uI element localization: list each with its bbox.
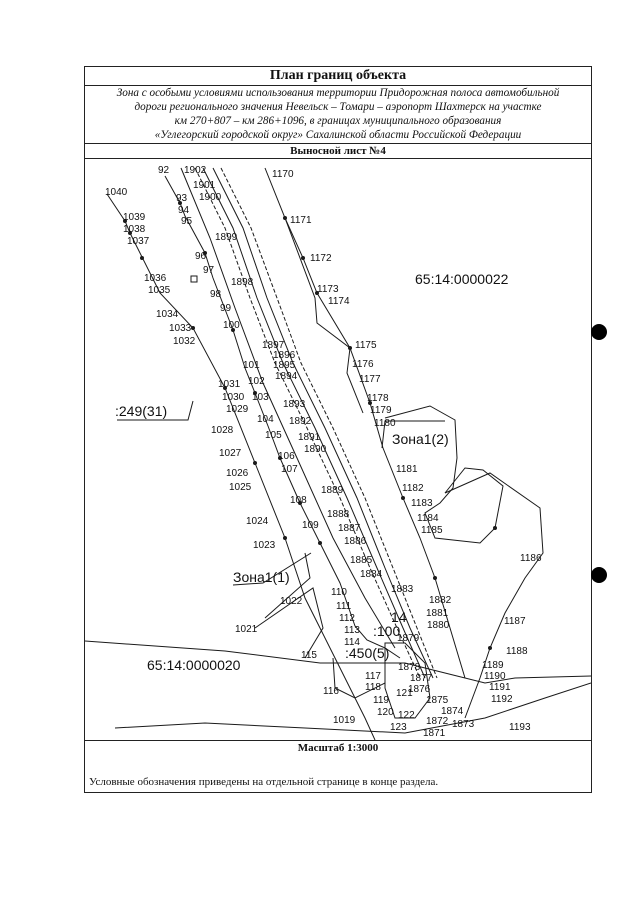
- zone-label: Зона1(1): [233, 569, 290, 585]
- point-label: 1185: [421, 525, 443, 536]
- point-label: 1032: [173, 336, 196, 347]
- point-label: 1891: [298, 432, 321, 443]
- point-label: 1019: [333, 715, 356, 726]
- point-label: 113: [344, 625, 360, 636]
- vertex-dot: [140, 256, 144, 260]
- point-label: 1028: [211, 425, 234, 436]
- point-label: 1183: [411, 498, 433, 509]
- point-label: 1872: [426, 716, 449, 727]
- point-label: 112: [339, 613, 355, 624]
- point-label: 1179: [370, 405, 392, 416]
- point-label: 1027: [219, 448, 242, 459]
- parcel-label: 65:14:0000020: [147, 657, 241, 673]
- plan-title: План границ объекта: [85, 67, 591, 86]
- point-label: 95: [181, 216, 193, 227]
- point-label: 1901: [193, 180, 216, 191]
- point-label: 1881: [426, 608, 449, 619]
- point-label: 109: [302, 520, 319, 531]
- vertex-dot: [283, 216, 287, 220]
- point-label: 1021: [235, 624, 258, 635]
- vertex-dot: [191, 326, 195, 330]
- point-label: 1897: [262, 340, 285, 351]
- point-label: 1884: [360, 569, 383, 580]
- point-label: 119: [373, 695, 389, 706]
- point-label: 1030: [222, 392, 245, 403]
- point-label: 1876: [408, 684, 431, 695]
- point-label: 1033: [169, 323, 192, 334]
- point-label: 1192: [491, 694, 513, 705]
- point-label: 1176: [352, 359, 374, 370]
- point-label: 1180: [374, 418, 396, 429]
- vertex-dot: [401, 496, 405, 500]
- point-label: 96: [195, 251, 207, 262]
- point-label: 93: [176, 193, 188, 204]
- point-label: 1878: [398, 662, 421, 673]
- point-label: 110: [331, 587, 347, 598]
- point-label: 1190: [484, 671, 506, 682]
- vertex-dot: [318, 541, 322, 545]
- road-west-edge: [165, 176, 400, 658]
- point-label: 1193: [509, 722, 531, 733]
- scale-label: Масштаб 1:3000: [85, 740, 591, 755]
- point-label: 1170: [272, 169, 294, 180]
- point-label: 1184: [417, 513, 439, 524]
- point-label: 1029: [226, 404, 249, 415]
- point-label: 104: [257, 414, 274, 425]
- point-label: 1873: [452, 719, 475, 730]
- point-label: 120: [377, 707, 394, 718]
- point-label: 1023: [253, 540, 276, 551]
- sheet-label: Выносной лист №4: [85, 143, 591, 159]
- point-label: 1875: [426, 695, 449, 706]
- point-label: 1899: [215, 232, 238, 243]
- vertex-dot: [493, 526, 497, 530]
- object-description: [89, 86, 587, 142]
- zone-label: Зона1(2): [392, 431, 449, 447]
- point-label: 1175: [355, 340, 377, 351]
- point-label: 1186: [520, 553, 542, 564]
- point-label: 1894: [275, 371, 298, 382]
- point-label: 1034: [156, 309, 179, 320]
- parcel-label: 65:14:0000022: [415, 271, 509, 287]
- description-line: Зона с особыми условиями использования территории Придорожная полоса автомобильной: [116, 87, 560, 99]
- point-number-labels: [105, 165, 542, 739]
- point-label: 1022: [280, 596, 303, 607]
- road-east-parallel: [221, 168, 437, 678]
- vertex-dot: [433, 576, 437, 580]
- point-label: 1900: [199, 192, 222, 203]
- boundary-map-drawing: [85, 158, 591, 740]
- point-label: 1892: [289, 416, 312, 427]
- point-label: 115: [301, 650, 317, 661]
- point-label: 1025: [229, 482, 252, 493]
- point-label: 1174: [328, 296, 350, 307]
- parcel-label: :249(31): [115, 403, 168, 419]
- vertex-dot: [253, 461, 257, 465]
- point-label: 1887: [338, 523, 361, 534]
- point-label: 122: [398, 710, 415, 721]
- point-label: 1171: [290, 215, 312, 226]
- point-label: 106: [278, 451, 295, 462]
- point-label: 1882: [429, 595, 452, 606]
- point-label: 1181: [396, 464, 418, 475]
- boundary-plan-sheet: [84, 66, 592, 793]
- boundary-map: [85, 158, 591, 740]
- point-label: 1187: [504, 616, 526, 627]
- point-label: 99: [220, 303, 232, 314]
- binder-hole-mark: [591, 324, 607, 340]
- point-label: 92: [158, 165, 170, 176]
- point-label: 1038: [123, 224, 146, 235]
- point-label: 102: [248, 376, 265, 387]
- point-label: 1879: [397, 633, 420, 644]
- point-label: 1040: [105, 187, 128, 198]
- point-label: 1898: [231, 277, 254, 288]
- point-label: 1177: [359, 374, 381, 385]
- point-label: 116: [323, 686, 339, 697]
- point-label: 98: [210, 289, 222, 300]
- point-label: 121: [396, 688, 413, 699]
- description-line: км 270+807 – км 286+1096, в границах муниципального образования: [174, 115, 502, 127]
- point-label: 1036: [144, 273, 167, 284]
- point-label: 1874: [441, 706, 464, 717]
- point-label: 1885: [350, 555, 373, 566]
- description-line: дороги регионального значения Невельск – Томари – аэропорт Шахтерск на участке: [134, 101, 542, 113]
- point-label: 1191: [489, 682, 511, 693]
- point-label: 1877: [410, 673, 433, 684]
- road-east-edge: [213, 168, 433, 678]
- point-label: 103: [252, 392, 269, 403]
- vertex-dot: [301, 256, 305, 260]
- parcel-label: 14: [391, 609, 407, 625]
- boundary-line-1022: [265, 553, 310, 618]
- point-label: 1031: [218, 379, 241, 390]
- point-label: 108: [290, 495, 307, 506]
- legend-note: Условные обозначения приведены на отдельной странице в конце раздела.: [89, 776, 439, 788]
- point-label: 118: [365, 682, 381, 693]
- point-label: 1880: [427, 620, 450, 631]
- point-label: 1039: [123, 212, 146, 223]
- point-label: 1889: [321, 485, 344, 496]
- zone-polygon-upper: [285, 218, 363, 413]
- point-label: 1893: [283, 399, 306, 410]
- point-label: 1035: [148, 285, 171, 296]
- point-label: 1037: [127, 236, 150, 247]
- point-label: 1895: [273, 360, 296, 371]
- description-line: «Углегорский городской округ» Сахалинской области Российской Федерации: [154, 129, 522, 141]
- parcel-label: :450(5): [345, 645, 390, 661]
- point-label: 105: [265, 430, 282, 441]
- point-label: 1871: [423, 728, 446, 739]
- point-label: 94: [178, 205, 190, 216]
- point-label: 100: [223, 320, 240, 331]
- point-label: 1178: [367, 393, 389, 404]
- vertex-dot: [488, 646, 492, 650]
- small-square-marker: [191, 276, 197, 282]
- point-label: 1026: [226, 468, 249, 479]
- point-label: 101: [243, 360, 260, 371]
- point-label: 1883: [391, 584, 414, 595]
- point-label: 1902: [184, 165, 207, 176]
- point-label: 1173: [317, 284, 339, 295]
- binder-hole-mark: [591, 567, 607, 583]
- parcel-label: :100: [373, 623, 401, 639]
- point-label: 1182: [402, 483, 424, 494]
- point-label: 1896: [273, 350, 296, 361]
- point-label: 1886: [344, 536, 367, 547]
- point-label: 1024: [246, 516, 269, 527]
- point-label: 1890: [304, 444, 327, 455]
- point-label: 107: [281, 464, 298, 475]
- point-label: 1188: [506, 646, 528, 657]
- point-label: 1189: [482, 660, 504, 671]
- point-label: 97: [203, 265, 215, 276]
- point-label: 117: [365, 671, 381, 682]
- point-label: 1172: [310, 253, 332, 264]
- point-label: 111: [336, 601, 352, 612]
- point-label: 114: [344, 637, 360, 648]
- vertex-dot: [283, 536, 287, 540]
- point-label: 1888: [327, 509, 350, 520]
- point-label: 123: [390, 722, 407, 733]
- vertex-dot: [348, 346, 352, 350]
